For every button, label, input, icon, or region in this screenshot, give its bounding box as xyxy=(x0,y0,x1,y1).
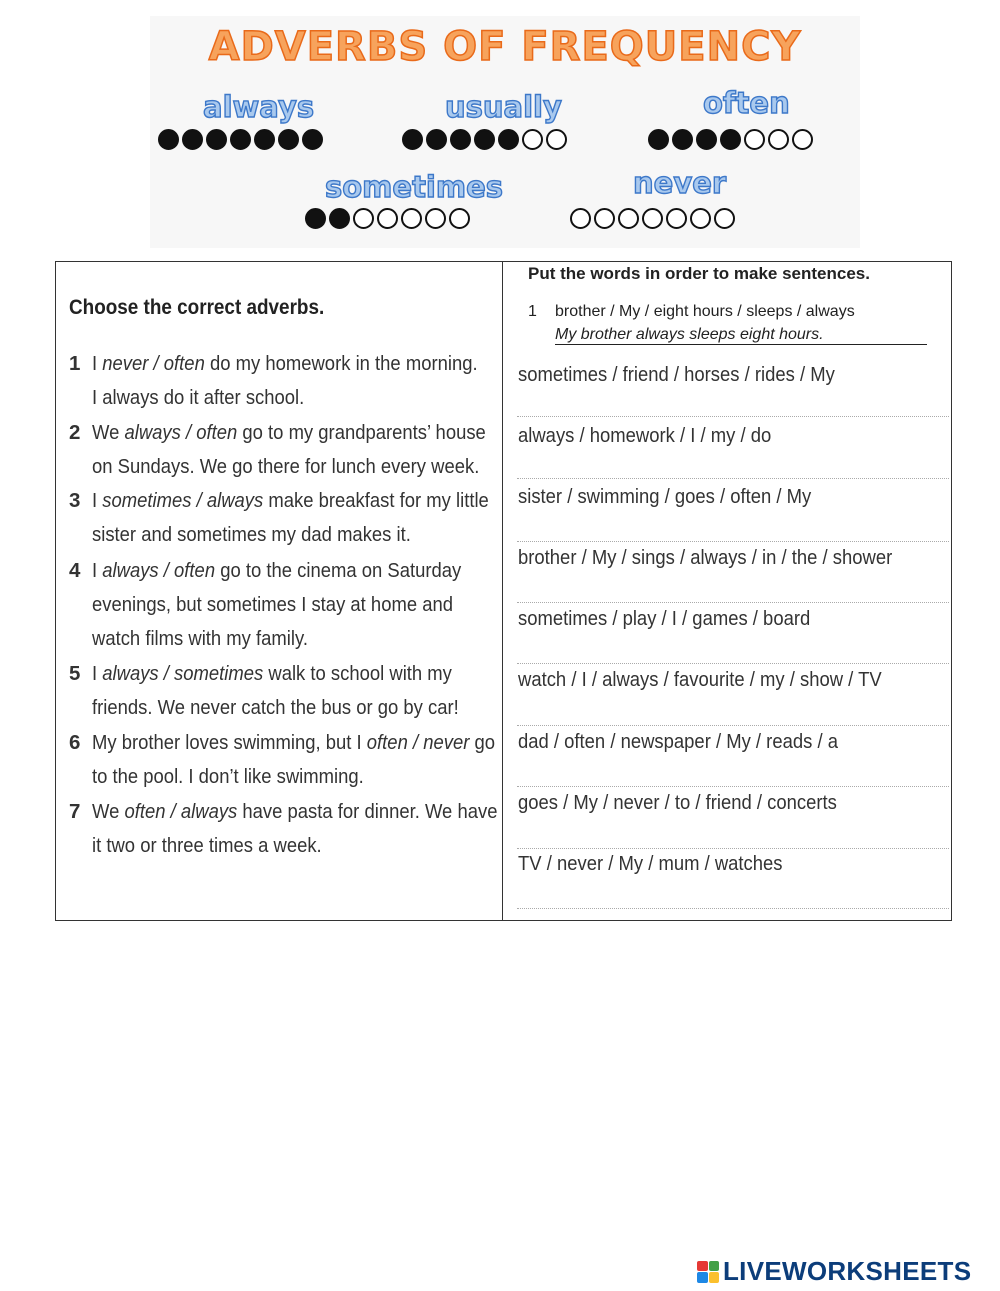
item-text: watch films with my family. xyxy=(92,627,308,650)
item-text: I xyxy=(92,352,103,375)
empty-dot xyxy=(618,208,639,229)
answer-line-5[interactable] xyxy=(517,663,949,664)
filled-dot xyxy=(254,129,275,150)
example-words: brother / My / eight hours / sleeps / always xyxy=(555,303,855,320)
item-text: We xyxy=(92,421,125,444)
item-text: make breakfast for my little xyxy=(263,489,489,512)
empty-dot xyxy=(642,208,663,229)
adverb-choice[interactable]: always / often xyxy=(102,559,216,582)
item-text: walk to school with my xyxy=(263,662,452,685)
item-text: on Sundays. We go there for lunch every week. xyxy=(92,455,480,478)
item-number: 6 xyxy=(69,731,81,754)
empty-dot xyxy=(522,129,543,150)
logo-square xyxy=(709,1272,720,1283)
section-title-word-order: Put the words in order to make sentences. xyxy=(528,264,870,283)
item-text: do my homework in the morning. xyxy=(204,352,478,375)
dots-never xyxy=(570,208,735,229)
answer-line-9[interactable] xyxy=(517,908,949,909)
answer-line-8[interactable] xyxy=(517,848,949,849)
adverb-label-often: often xyxy=(703,86,790,120)
example-answer: My brother always sleeps eight hours. xyxy=(555,326,927,345)
filled-dot xyxy=(206,129,227,150)
filled-dot xyxy=(498,129,519,150)
logo-text: LIVEWORKSHEETS xyxy=(723,1256,972,1286)
filled-dot xyxy=(474,129,495,150)
empty-dot xyxy=(594,208,615,229)
filled-dot xyxy=(302,129,323,150)
filled-dot xyxy=(450,129,471,150)
item-text: I xyxy=(92,559,103,582)
answer-line-3[interactable] xyxy=(517,541,949,542)
filled-dot xyxy=(402,129,423,150)
filled-dot xyxy=(182,129,203,150)
adverb-choice[interactable]: never / often xyxy=(102,352,205,375)
item-text: have pasta for dinner. We have xyxy=(237,800,498,823)
adverb-choice[interactable]: always / sometimes xyxy=(102,662,264,685)
empty-dot xyxy=(377,208,398,229)
adverb-choice[interactable]: often / always xyxy=(124,800,238,823)
logo-square xyxy=(697,1261,708,1272)
frequency-scale-banner xyxy=(150,16,860,248)
logo-square xyxy=(709,1261,720,1272)
prompt-4: brother / My / sings / always / in / the / shower xyxy=(518,546,893,569)
filled-dot xyxy=(426,129,447,150)
item-text: I xyxy=(92,489,103,512)
filled-dot xyxy=(648,129,669,150)
item-text: We xyxy=(92,800,125,823)
item-text: go to the cinema on Saturday xyxy=(215,559,462,582)
empty-dot xyxy=(401,208,422,229)
item-number: 7 xyxy=(69,800,81,823)
item-text: go to my grandparents’ house xyxy=(237,421,486,444)
item-text: evenings, but sometimes I stay at home and xyxy=(92,593,453,616)
item-text: to the pool. I don’t like swimming. xyxy=(92,765,364,788)
choose-adverbs-section xyxy=(56,262,502,920)
filled-dot xyxy=(672,129,693,150)
adverb-label-always: always xyxy=(203,90,315,124)
section-title-choose: Choose the correct adverbs. xyxy=(69,296,325,319)
prompt-6: watch / I / always / favourite / my / show / TV xyxy=(518,668,882,691)
item-text: friends. We never catch the bus or go by car! xyxy=(92,696,459,719)
empty-dot xyxy=(768,129,789,150)
worksheet-table xyxy=(55,261,952,921)
filled-dot xyxy=(720,129,741,150)
answer-line-6[interactable] xyxy=(517,725,949,726)
empty-dot xyxy=(792,129,813,150)
adverb-label-usually: usually xyxy=(445,90,562,124)
filled-dot xyxy=(329,208,350,229)
prompt-8: goes / My / never / to / friend / concerts xyxy=(518,791,837,814)
empty-dot xyxy=(744,129,765,150)
liveworksheets-logo[interactable] xyxy=(697,1256,971,1287)
answer-line-7[interactable] xyxy=(517,786,949,787)
filled-dot xyxy=(305,208,326,229)
item-number: 2 xyxy=(69,421,81,444)
adverb-choice[interactable]: sometimes / always xyxy=(102,489,264,512)
liveworksheets-logo-icon xyxy=(697,1261,719,1283)
prompt-3: sister / swimming / goes / often / My xyxy=(518,485,812,508)
empty-dot xyxy=(690,208,711,229)
page-title: ADVERBS OF FREQUENCY xyxy=(208,24,802,70)
item-text: it two or three times a week. xyxy=(92,834,322,857)
empty-dot xyxy=(449,208,470,229)
word-order-section xyxy=(503,262,951,920)
empty-dot xyxy=(425,208,446,229)
item-number: 5 xyxy=(69,662,81,685)
item-number: 3 xyxy=(69,489,81,512)
adverb-label-never: never xyxy=(633,166,727,200)
empty-dot xyxy=(570,208,591,229)
logo-square xyxy=(697,1272,708,1283)
item-number: 4 xyxy=(69,559,81,582)
answer-line-1[interactable] xyxy=(517,416,949,417)
item-text: sister and sometimes my dad makes it. xyxy=(92,523,411,546)
filled-dot xyxy=(230,129,251,150)
adverb-choice[interactable]: always / often xyxy=(124,421,238,444)
answer-line-4[interactable] xyxy=(517,602,949,603)
prompt-7: dad / often / newspaper / My / reads / a xyxy=(518,730,838,753)
answer-line-2[interactable] xyxy=(517,478,949,479)
empty-dot xyxy=(666,208,687,229)
adverb-label-sometimes: sometimes xyxy=(325,170,504,204)
prompt-1: sometimes / friend / horses / rides / My xyxy=(518,363,835,386)
filled-dot xyxy=(278,129,299,150)
filled-dot xyxy=(696,129,717,150)
item-text: go xyxy=(469,731,496,754)
filled-dot xyxy=(158,129,179,150)
item-text: I always do it after school. xyxy=(92,386,305,409)
prompt-2: always / homework / I / my / do xyxy=(518,424,772,447)
dots-sometimes xyxy=(305,208,470,229)
prompt-5: sometimes / play / I / games / board xyxy=(518,607,811,630)
item-text: I xyxy=(92,662,103,685)
empty-dot xyxy=(546,129,567,150)
dots-often xyxy=(648,129,813,150)
adverb-choice[interactable]: often / never xyxy=(366,731,470,754)
item-number: 1 xyxy=(69,352,81,375)
empty-dot xyxy=(714,208,735,229)
prompt-9: TV / never / My / mum / watches xyxy=(518,852,783,875)
dots-usually xyxy=(402,129,567,150)
item-text: My brother loves swimming, but I xyxy=(92,731,367,754)
empty-dot xyxy=(353,208,374,229)
dots-always xyxy=(158,129,323,150)
example-number: 1 xyxy=(528,303,537,320)
